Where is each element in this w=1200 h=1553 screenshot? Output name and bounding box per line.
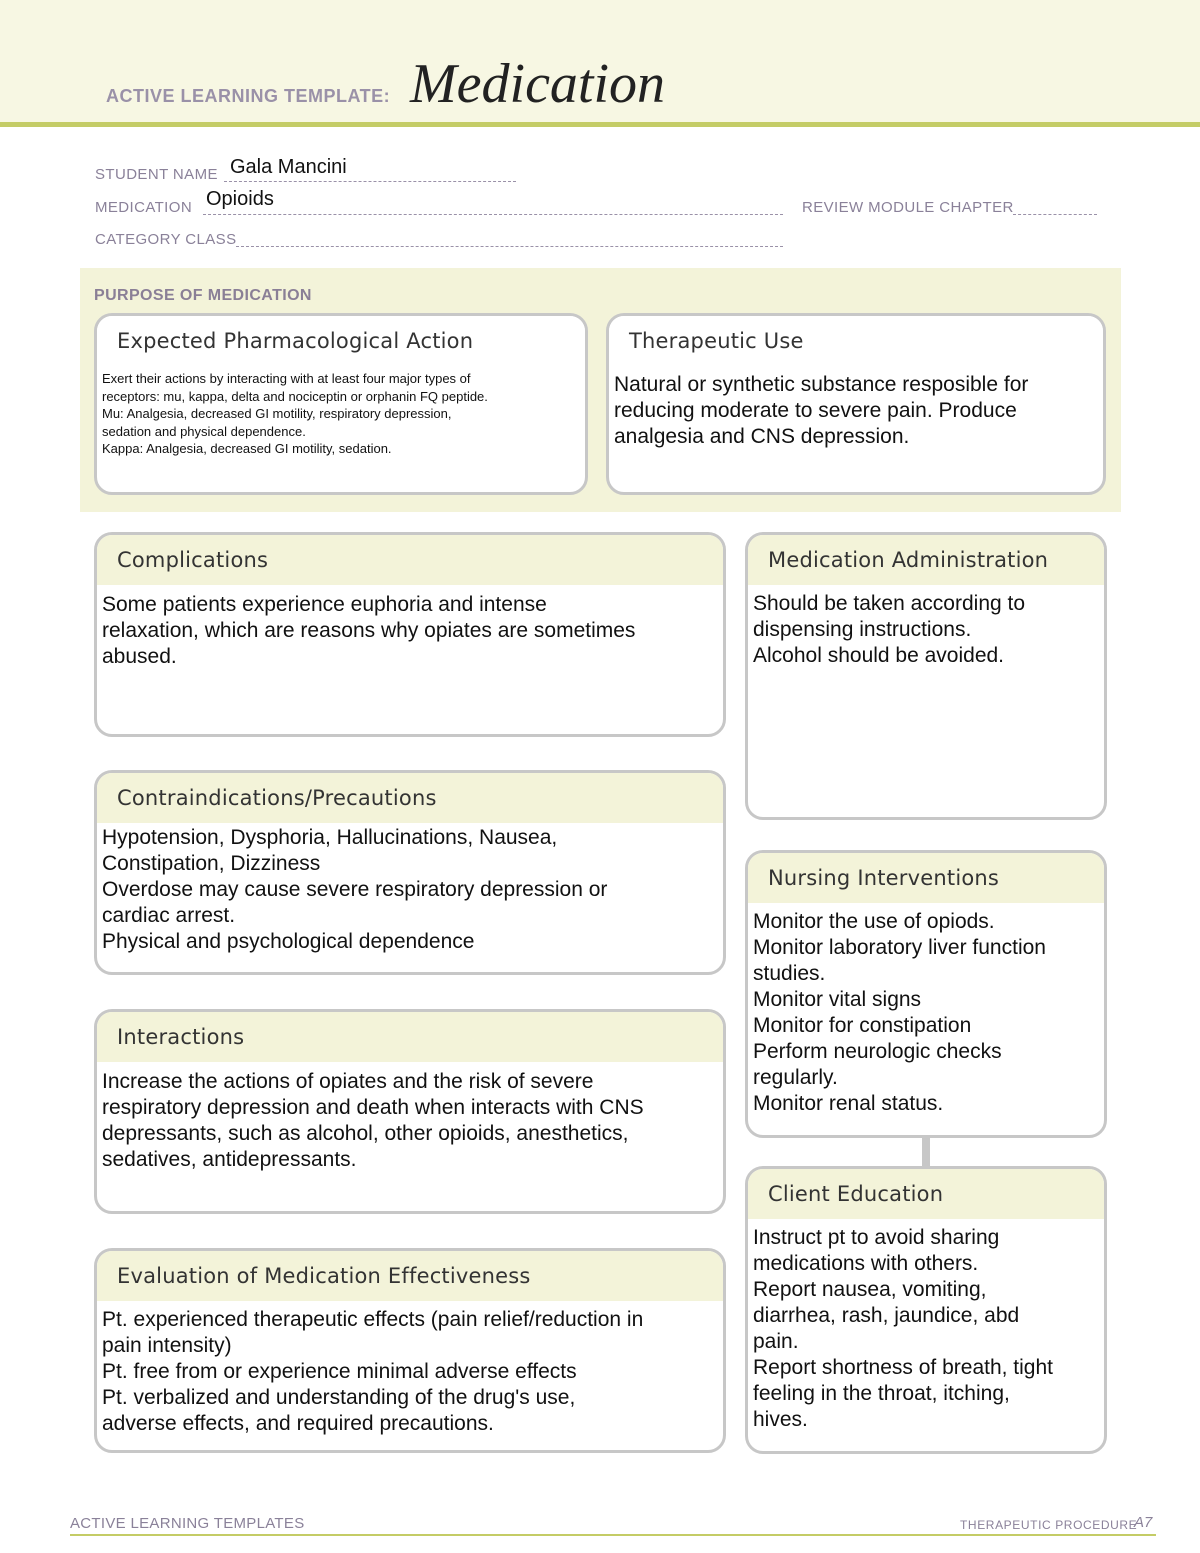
- contraindications-card: [94, 770, 726, 975]
- complications-heading: Complications: [97, 535, 723, 585]
- template-label: ACTIVE LEARNING TEMPLATE:: [106, 86, 391, 106]
- evaluation-card: [94, 1248, 726, 1453]
- complications-text: Some patients experience euphoria and intense relaxation, which are reasons why opiates are sometimes abused.: [102, 593, 636, 668]
- contraindications-heading: Contraindications/Precautions: [97, 773, 723, 823]
- therapeutic-use-card: [606, 313, 1106, 495]
- purpose-title: PURPOSE OF MEDICATION: [94, 287, 312, 304]
- nursing-interventions-card: [745, 850, 1107, 1138]
- client-education-card: [745, 1166, 1107, 1454]
- evaluation-text: Pt. experienced therapeutic effects (pain relief/reduction in pain intensity) Pt. free from or experience minimal adverse effects Pt. verbalized and understanding of the drug's use, adverse effects, and required precautions.: [102, 1308, 644, 1435]
- expected-action-card: [94, 313, 588, 495]
- contraindications-text: Hypotension, Dysphoria, Hallucinations, Nausea, Constipation, Dizziness Overdose may cause severe respiratory depression or cardiac arrest. Physical and psychological dependence: [102, 826, 608, 953]
- footer-rule: [70, 1534, 1156, 1536]
- footer-right: THERAPEUTIC PROCEDURE: [960, 1518, 1138, 1532]
- footer-page-number: A7: [1134, 1514, 1153, 1531]
- student-name-field[interactable]: Gala Mancini: [230, 156, 347, 178]
- page-title: Medication: [410, 53, 666, 115]
- expected-action-text: Exert their actions by interacting with at least four major types of receptors: mu, kappa, delta and nociceptin or orphanin FQ peptide. Mu: Analgesia, decreased GI motility, respiratory depression, sedation and physical dependence. Kappa: Analgesia, decreased GI motility, sedation.: [102, 371, 488, 456]
- footer-left: ACTIVE LEARNING TEMPLATES: [70, 1515, 305, 1532]
- interactions-heading: Interactions: [97, 1012, 723, 1062]
- nursing-interventions-heading: Nursing Interventions: [748, 853, 1104, 903]
- expected-action-heading: Expected Pharmacological Action: [97, 316, 585, 366]
- medication-administration-card: [745, 532, 1107, 820]
- connector-bar: [922, 1136, 930, 1167]
- category-class-label: CATEGORY CLASS: [95, 231, 237, 248]
- category-class-field[interactable]: [236, 246, 783, 247]
- client-education-heading: Client Education: [748, 1169, 1104, 1219]
- interactions-text: Increase the actions of opiates and the risk of severe respiratory depression and death when interacts with CNS depressants, such as alcohol, other opioids, anesthetics, sedatives, antidepressants.: [102, 1070, 644, 1171]
- medication-line: [203, 214, 783, 215]
- medication-administration-heading: Medication Administration: [748, 535, 1104, 585]
- medication-field[interactable]: Opioids: [206, 188, 274, 210]
- student-name-label: STUDENT NAME: [95, 166, 218, 183]
- header-rule: [0, 122, 1200, 127]
- medication-label: MEDICATION: [95, 199, 193, 216]
- therapeutic-use-text: Natural or synthetic substance resposible for reducing moderate to severe pain. Produce analgesia and CNS depression.: [614, 373, 1029, 448]
- complications-card: [94, 532, 726, 737]
- evaluation-heading: Evaluation of Medication Effectiveness: [97, 1251, 723, 1301]
- review-module-field[interactable]: [1013, 214, 1097, 215]
- medication-administration-text: Should be taken according to dispensing instructions. Alcohol should be avoided.: [753, 592, 1026, 667]
- therapeutic-use-heading: Therapeutic Use: [609, 316, 1103, 366]
- nursing-interventions-text: Monitor the use of opiods. Monitor laboratory liver function studies. Monitor vital signs Monitor for constipation Perform neurologic checks regularly. Monitor renal status.: [753, 910, 1046, 1115]
- client-education-text: Instruct pt to avoid sharing medications with others. Report nausea, vomiting, diarrhea, rash, jaundice, abd pain. Report shortness of breath, tight feeling in the throat, itching, hives.: [753, 1226, 1053, 1431]
- review-module-label: REVIEW MODULE CHAPTER: [802, 199, 1014, 216]
- interactions-card: [94, 1009, 726, 1214]
- student-name-line: [224, 181, 516, 182]
